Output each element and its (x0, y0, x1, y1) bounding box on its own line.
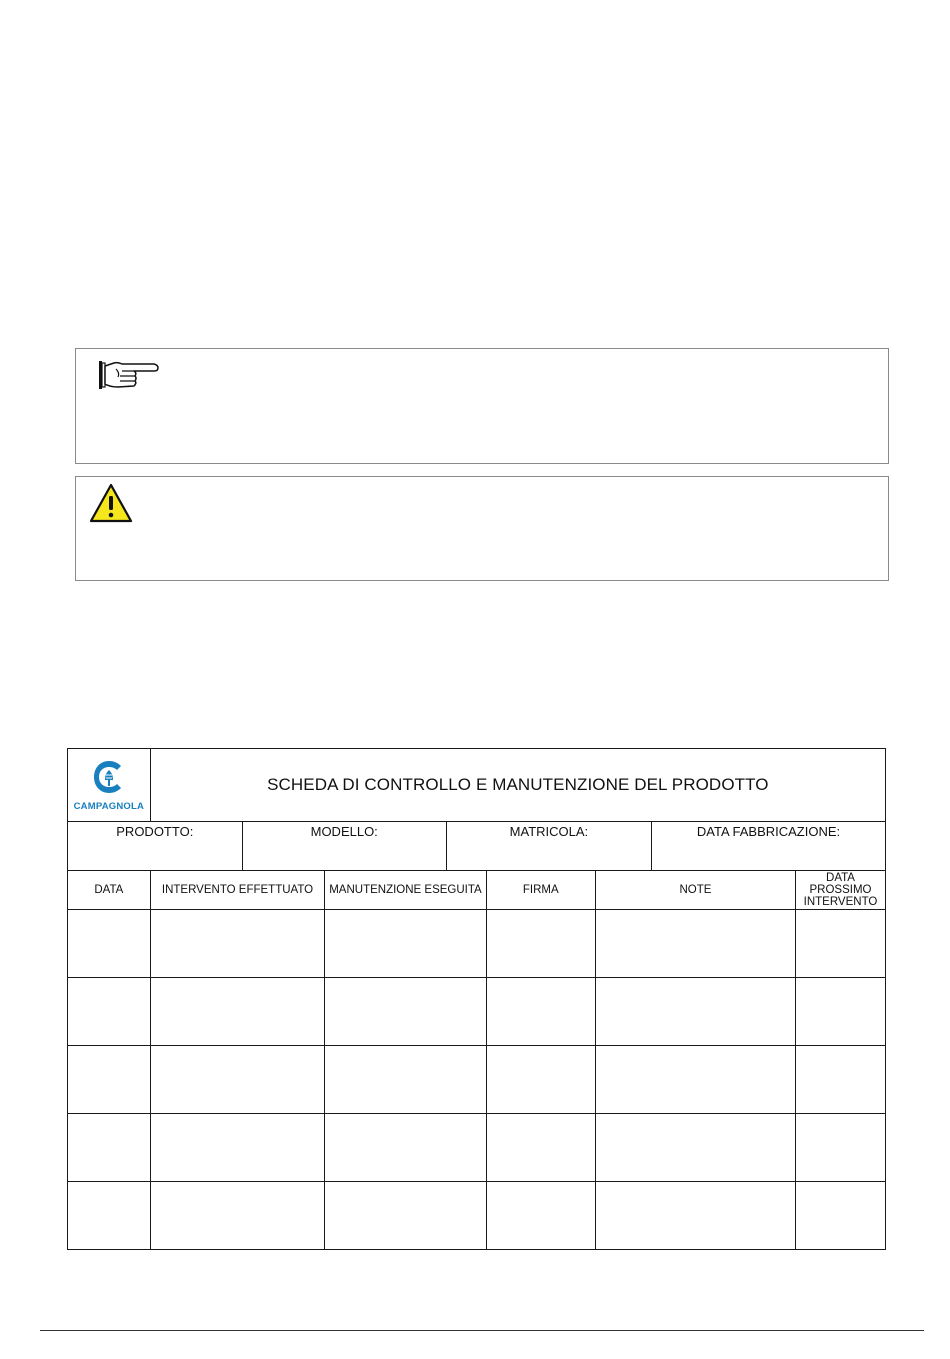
next-date-cell[interactable] (796, 1046, 886, 1114)
table-row (68, 910, 886, 978)
table-row (68, 1046, 886, 1114)
intervention-cell[interactable] (150, 1114, 325, 1182)
date-cell[interactable] (68, 1182, 151, 1250)
maintenance-table (67, 748, 886, 1250)
signature-cell[interactable] (486, 1114, 595, 1182)
column-header-intervention: INTERVENTO EFFETTUATO (150, 871, 325, 910)
next-date-cell[interactable] (796, 1114, 886, 1182)
table-row (68, 978, 886, 1046)
next-date-line-3: INTERVENTO (803, 896, 878, 908)
signature-cell[interactable] (486, 978, 595, 1046)
table-row (68, 1182, 886, 1250)
column-header-next-date (796, 871, 886, 910)
next-date-line-1: DATA (826, 872, 855, 884)
notes-cell[interactable] (595, 978, 795, 1046)
notes-cell[interactable] (595, 910, 795, 978)
next-date-cell[interactable] (796, 1182, 886, 1250)
footer-divider (40, 1330, 924, 1331)
warning-triangle-icon (88, 482, 134, 529)
note-box (75, 348, 889, 464)
signature-cell[interactable] (486, 910, 595, 978)
signature-cell[interactable] (486, 1182, 595, 1250)
campagnola-logo-icon (92, 759, 126, 795)
signature-cell[interactable] (486, 1046, 595, 1114)
next-date-cell[interactable] (796, 978, 886, 1046)
date-cell[interactable] (68, 978, 151, 1046)
column-header-notes: NOTE (595, 871, 795, 910)
next-date-cell[interactable] (796, 910, 886, 978)
model-field[interactable]: MODELLO: (242, 822, 446, 871)
maintenance-cell[interactable] (325, 910, 486, 978)
column-header-date: DATA (68, 871, 151, 910)
manufacture-date-field[interactable]: DATA FABBRICAZIONE: (652, 822, 886, 871)
column-header-maintenance: MANUTENZIONE ESEGUITA (325, 871, 486, 910)
maintenance-cell[interactable] (325, 978, 486, 1046)
date-cell[interactable] (68, 1114, 151, 1182)
date-cell[interactable] (68, 910, 151, 978)
notes-cell[interactable] (595, 1182, 795, 1250)
brand-name: CAMPAGNOLA (73, 800, 145, 812)
intervention-cell[interactable] (150, 1046, 325, 1114)
column-header-signature: FIRMA (486, 871, 595, 910)
intervention-cell[interactable] (150, 978, 325, 1046)
notes-cell[interactable] (595, 1114, 795, 1182)
pointing-hand-icon (98, 357, 162, 398)
warning-box (75, 476, 889, 581)
intervention-cell[interactable] (150, 910, 325, 978)
sheet-title: SCHEDA DI CONTROLLO E MANUTENZIONE DEL PRODOTTO (150, 749, 885, 822)
product-field[interactable]: PRODOTTO: (68, 822, 243, 871)
table-row (68, 1114, 886, 1182)
intervention-cell[interactable] (150, 1182, 325, 1250)
maintenance-sheet (67, 748, 886, 1250)
serial-field[interactable]: MATRICOLA: (446, 822, 651, 871)
date-cell[interactable] (68, 1046, 151, 1114)
maintenance-cell[interactable] (325, 1182, 486, 1250)
next-date-line-2: PROSSIMO (809, 884, 872, 896)
maintenance-cell[interactable] (325, 1046, 486, 1114)
logo (68, 749, 151, 822)
maintenance-cell[interactable] (325, 1114, 486, 1182)
notes-cell[interactable] (595, 1046, 795, 1114)
